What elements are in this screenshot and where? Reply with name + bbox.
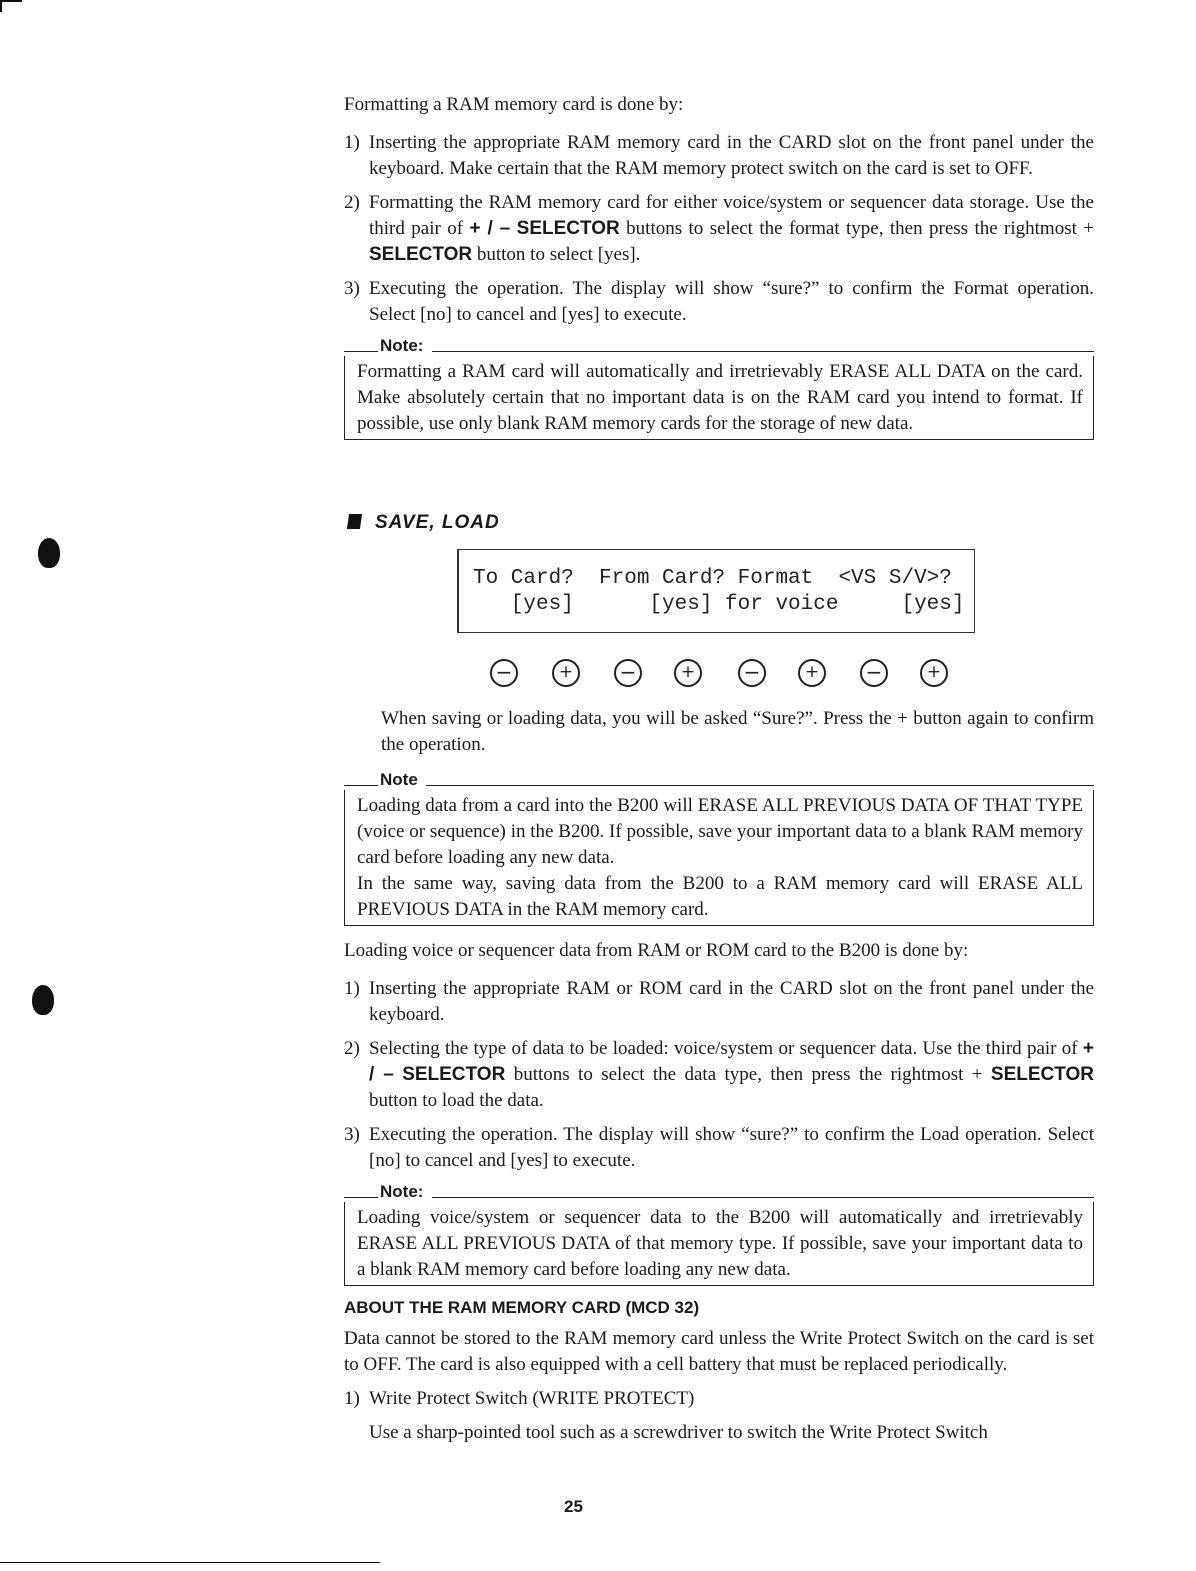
item-title: Write Protect Switch (WRITE PROTECT) xyxy=(369,1388,695,1409)
load-steps xyxy=(344,976,1094,1174)
step-text-b: buttons to select the data type, then press the rightmost xyxy=(505,1064,972,1085)
load-step-2 xyxy=(344,1036,1094,1114)
note-text-2: In the same way, saving data from the B200 to a RAM memory card will ERASE ALL PREVIOUS DATA in the RAM memory card. xyxy=(357,873,1083,920)
about-items xyxy=(344,1386,1094,1446)
save-load-title: SAVE, LOAD xyxy=(375,512,500,533)
plus-button-3[interactable]: + xyxy=(798,659,826,687)
selector-label: SELECTOR xyxy=(402,1064,506,1085)
lcd-display xyxy=(457,549,975,633)
save-load-caption-block xyxy=(381,706,1094,758)
plus-button-1[interactable]: + xyxy=(552,659,580,687)
plus-minus-symbol: + / – xyxy=(369,1038,1094,1085)
step-number: 2) xyxy=(344,1038,360,1059)
item-text: Use a sharp-pointed tool such as a screwdriver to switch the Write Protect Switch xyxy=(369,1422,988,1443)
note-label: Note: xyxy=(344,336,1094,356)
scan-mark-top-left-tick xyxy=(0,0,2,12)
minus-button-1[interactable]: − xyxy=(490,659,518,687)
note-text: Formatting a RAM card will automatically and irretrievably ERASE ALL DATA on the card. Make absolutely certain that no important data is on the RAM card you intend to format. If possible, use only blank RAM memory cards for the storage of new data. xyxy=(344,356,1094,440)
step-text-a: Formatting the RAM memory card for either voice/system or sequencer data storage. Use the third pair of xyxy=(369,192,1094,239)
about-item-1 xyxy=(344,1386,1094,1446)
section-square-icon xyxy=(347,514,362,529)
minus-button-3[interactable]: − xyxy=(738,659,766,687)
save-load-heading xyxy=(348,512,500,534)
plus-minus-symbol: + / – xyxy=(469,218,511,239)
note-text: Loading voice/system or sequencer data to the B200 will automatically and irretrievably ERASE ALL PREVIOUS DATA of that memory type. If possible, save your important data to a blank RAM memory card before loading any new data. xyxy=(344,1202,1094,1286)
scan-mark-left-1 xyxy=(38,538,60,568)
note-rule xyxy=(432,1197,1094,1198)
step-text: Executing the operation. The display will show “sure?” to confirm the Load operation. Select [no] to cancel and [yes] to execute. xyxy=(369,1124,1094,1171)
step-text-c: button to select [yes]. xyxy=(472,244,641,265)
plus-button-2[interactable]: + xyxy=(674,659,702,687)
step-number: 2) xyxy=(344,192,360,213)
step-text-a: Selecting the type of data to be loaded: voice/system or sequencer data. Use the third pair of xyxy=(369,1038,1083,1059)
note-text-1: Loading data from a card into the B200 will ERASE ALL PREVIOUS DATA OF THAT TYPE (voice or sequence) in the B200. If possible, save your important data to a blank RAM memory card before loading any new data. xyxy=(357,795,1083,868)
about-paragraph: Data cannot be stored to the RAM memory card unless the Write Protect Switch on the card is set to OFF. The card is also equipped with a cell battery that must be replaced periodically. xyxy=(344,1328,1094,1375)
minus-button-4[interactable]: − xyxy=(860,659,888,687)
step-number: 3) xyxy=(344,278,360,299)
item-number: 1) xyxy=(344,1388,360,1409)
minus-button-2[interactable]: − xyxy=(614,659,642,687)
load-step-3 xyxy=(344,1122,1094,1174)
scan-mark-top-left xyxy=(0,0,22,2)
format-steps xyxy=(344,130,1094,328)
note-rule xyxy=(432,351,1094,352)
save-load-caption: When saving or loading data, you will be asked “Sure?”. Press the + button again to confirm the operation. xyxy=(381,708,1094,755)
lcd-line-1: To Card? From Card? Format <VS S/V>? xyxy=(473,567,952,590)
format-step-3 xyxy=(344,276,1094,328)
page-number: 25 xyxy=(564,1497,583,1516)
load-step-1 xyxy=(344,976,1094,1028)
step-text: Inserting the appropriate RAM or ROM card in the CARD slot on the front panel under the keyboard. xyxy=(369,978,1094,1025)
note-wrapper xyxy=(344,770,1094,926)
selector-label: SELECTOR xyxy=(990,1064,1095,1085)
load-section xyxy=(344,938,1094,1286)
note-box xyxy=(344,790,1094,926)
load-intro: Loading voice or sequencer data from RAM or ROM card to the B200 is done by: xyxy=(344,940,969,961)
about-section xyxy=(344,1298,1094,1446)
about-heading: ABOUT THE RAM MEMORY CARD (MCD 32) xyxy=(344,1298,700,1317)
note-label: Note xyxy=(344,770,1094,790)
selector-label: SELECTOR xyxy=(516,218,620,239)
lcd-line-2: [yes] [yes] for voice [yes] xyxy=(473,593,965,616)
plus-symbol: + xyxy=(971,1064,983,1085)
step-text-c: button to load the data. xyxy=(369,1090,544,1111)
format-step-2 xyxy=(344,190,1094,268)
step-text-b: buttons to select the format type, then press the rightmost xyxy=(619,218,1084,239)
step-number: 1) xyxy=(344,132,360,153)
step-text: Inserting the appropriate RAM memory card in the CARD slot on the front panel under the keyboard. Make certain that the RAM memory protect switch on the card is set to OFF. xyxy=(369,132,1094,179)
save-load-note xyxy=(344,766,1094,926)
note-label: Note: xyxy=(344,1182,1094,1202)
plus-button-4[interactable]: + xyxy=(920,659,948,687)
note-rule xyxy=(426,785,1094,786)
selector-label: SELECTOR xyxy=(369,244,473,265)
plus-symbol: + xyxy=(1083,218,1095,239)
selector-button-row xyxy=(490,659,960,699)
format-section xyxy=(344,92,1094,440)
scan-mark-left-2 xyxy=(32,985,54,1015)
load-note xyxy=(344,1182,1094,1286)
step-number: 1) xyxy=(344,978,360,999)
format-intro: Formatting a RAM memory card is done by: xyxy=(344,94,684,115)
format-note xyxy=(344,336,1094,440)
scan-mark-bottom xyxy=(0,1562,380,1563)
format-step-1 xyxy=(344,130,1094,182)
step-text: Executing the operation. The display will show “sure?” to confirm the Format operation. Select [no] to cancel and [yes] to execute. xyxy=(369,278,1094,325)
step-number: 3) xyxy=(344,1124,360,1145)
